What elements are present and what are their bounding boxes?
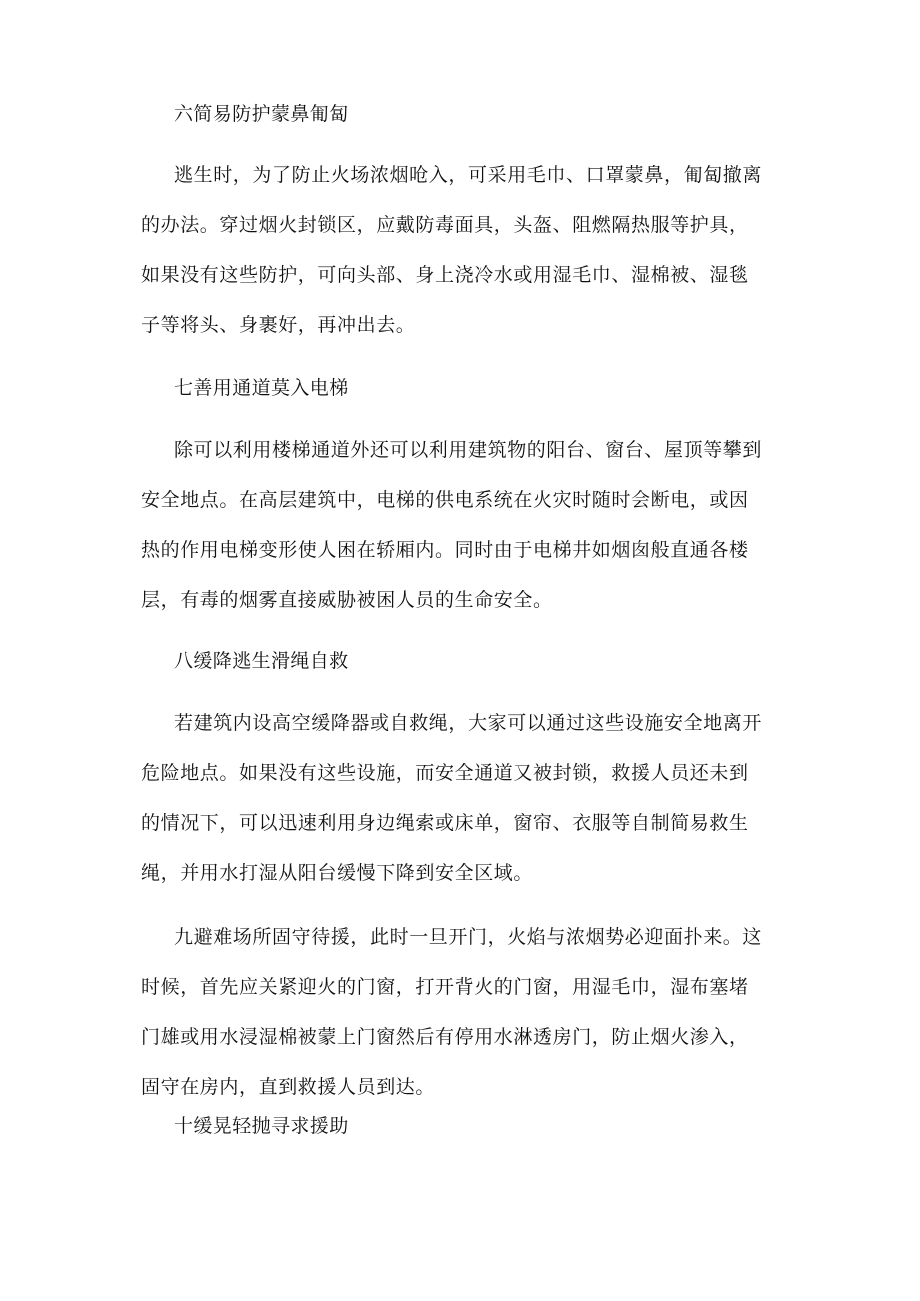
paragraph-line: 时候，首先应关紧迎火的门窗，打开背火的门窗，用湿毛巾，湿布塞堵: [141, 976, 749, 998]
paragraph-line: 危险地点。如果没有这些设施，而安全通道又被封锁，救援人员还未到: [141, 762, 749, 784]
paragraph-line: 子等将头、身裹好，再冲出去。: [141, 314, 416, 336]
paragraph-line: 若建筑内设高空缓降器或自救绳，大家可以通过这些设施安全地离开: [174, 712, 763, 734]
paragraph-line: 固守在房内，直到救援人员到达。: [141, 1076, 436, 1098]
section-heading-10: 十缓晃轻抛寻求援助: [174, 1115, 349, 1137]
section-heading-8: 八缓降逃生滑绳自救: [174, 650, 349, 672]
paragraph-line: 除可以利用楼梯通道外还可以利用建筑物的阳台、窗台、屋顶等攀到: [174, 439, 763, 461]
section-paragraph-9: [141, 912, 781, 1112]
paragraph-line: 热的作用电梯变形使人困在轿厢内。同时由于电梯井如烟囱般直通各楼: [141, 539, 749, 561]
paragraph-line: 安全地点。在高层建筑中，电梯的供电系统在火灾时随时会断电，或因: [141, 489, 749, 511]
paragraph-line: 的办法。穿过烟火封锁区，应戴防毒面具，头盔、阻燃隔热服等护具，: [141, 214, 749, 236]
section-heading-6: 六简易防护蒙鼻匍匐: [174, 103, 349, 125]
paragraph-line: 逃生时，为了防止火场浓烟呛入，可采用毛巾、口罩蒙鼻，匍匐撤离: [174, 164, 763, 186]
section-paragraph-8: [141, 698, 781, 898]
section-paragraph-7: [141, 425, 781, 625]
paragraph-line: 的情况下，可以迅速利用身边绳索或床单，窗帘、衣服等自制简易救生: [141, 812, 749, 834]
paragraph-line: 九避难场所固守待援，此时一旦开门，火焰与浓烟势必迎面扑来。这: [174, 926, 763, 948]
paragraph-line: 层，有毒的烟雾直接威胁被困人员的生命安全。: [141, 589, 553, 611]
paragraph-line: 如果没有这些防护，可向头部、身上浇冷水或用湿毛巾、湿棉被、湿毯: [141, 264, 749, 286]
paragraph-line: 绳，并用水打湿从阳台缓慢下降到安全区域。: [141, 862, 534, 884]
section-paragraph-6: [141, 150, 781, 350]
section-heading-7: 七善用通道莫入电梯: [174, 377, 349, 399]
paragraph-line: 门雄或用水浸湿棉被蒙上门窗然后有停用水淋透房门，防止烟火渗入，: [141, 1026, 749, 1048]
